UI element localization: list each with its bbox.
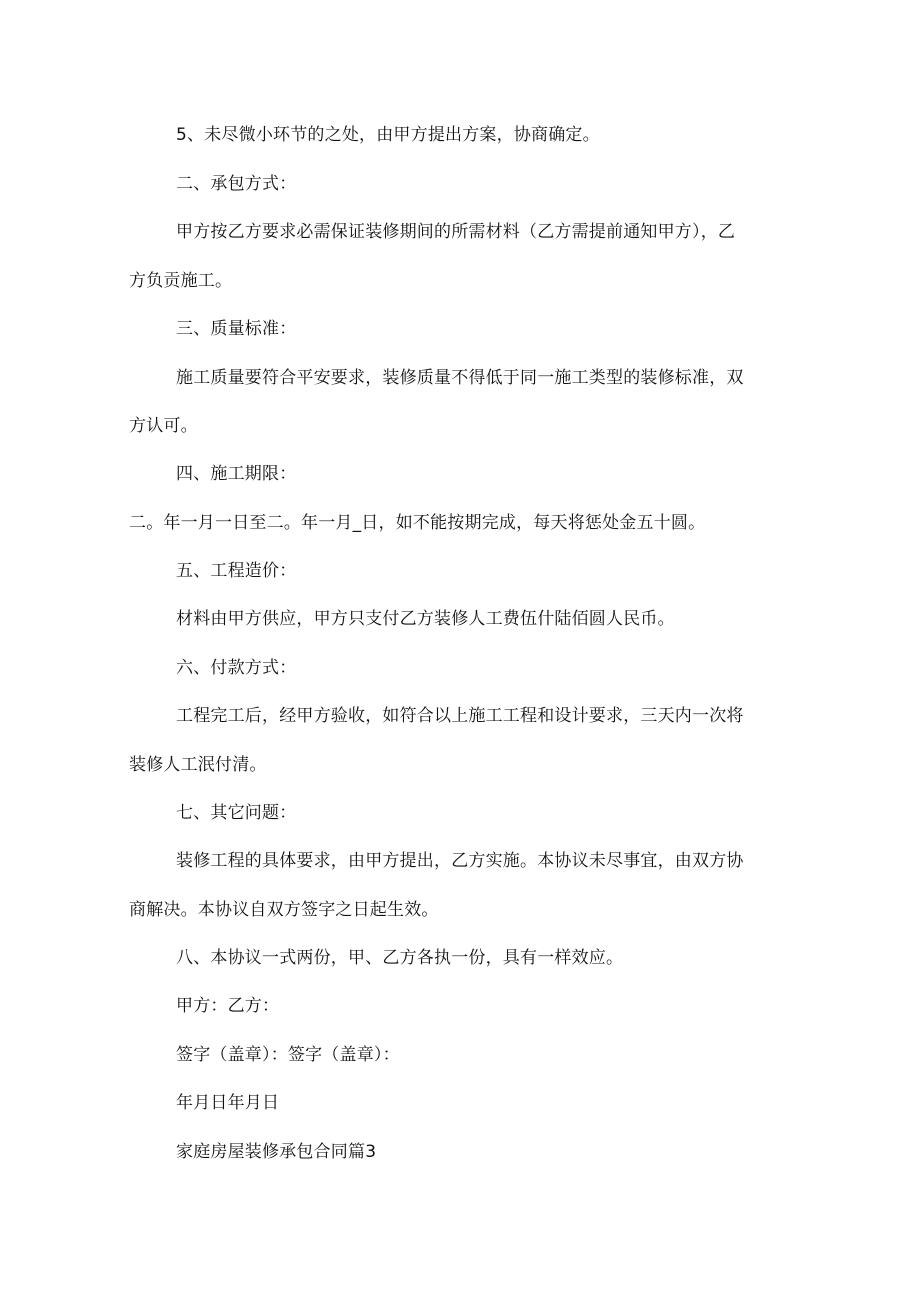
paragraph-cost: 材料由甲方供应，甲方只支付乙方装修人工费伍什陆佰圆人民币。	[176, 609, 675, 629]
date-labels: 年月日年月日	[176, 1093, 280, 1113]
paragraph-quality-line-1: 施工质量要符合平安要求，装修质量不得低于同一施工类型的装修标准，双	[176, 368, 744, 388]
clause-5-text: 5、未尽微小环节的之处，由甲方提出方案，协商确定。	[176, 125, 600, 145]
section-heading-payment: 六、付款方式：	[176, 658, 297, 678]
section-heading-quality: 三、质量标准：	[176, 319, 297, 339]
section-heading-contract-mode: 二、承包方式：	[176, 174, 297, 194]
next-contract-title: 家庭房屋装修承包合同篇3	[176, 1142, 377, 1162]
paragraph-payment-line-2: 装修人工泯付清。	[129, 755, 267, 775]
paragraph-payment-line-1: 工程完工后，经甲方验收，如符合以上施工工程和设计要求，三天内一次将	[176, 706, 744, 726]
paragraph-contract-mode-line-1: 甲方按乙方要求必需保证装修期间的所需材料（乙方需提前通知甲方），乙	[176, 222, 736, 242]
paragraph-quality-line-2: 方认可。	[129, 416, 198, 436]
section-eight-copies: 八、本协议一式两份，甲、乙方各执一份，具有一样效应。	[176, 948, 624, 968]
section-heading-other: 七、其它问题：	[176, 803, 297, 823]
paragraph-other-line-1: 装修工程的具体要求，由甲方提出，乙方实施。本协议未尽事宜，由双方协	[176, 851, 744, 871]
paragraph-contract-mode-line-2: 方负贡施工。	[129, 271, 233, 291]
section-heading-schedule: 四、施工期限：	[176, 464, 297, 484]
signature-labels: 签字（盖章）：签字（盖章）：	[176, 1045, 400, 1065]
section-heading-cost: 五、工程造价：	[176, 561, 297, 581]
paragraph-other-line-2: 商解决。本协议自双方签字之日起生效。	[129, 900, 439, 920]
paragraph-schedule: 二。年一月一日至二。年一月_日，如不能按期完成，每天将惩处金五十圆。	[129, 513, 706, 533]
party-labels: 甲方：乙方：	[176, 996, 280, 1016]
